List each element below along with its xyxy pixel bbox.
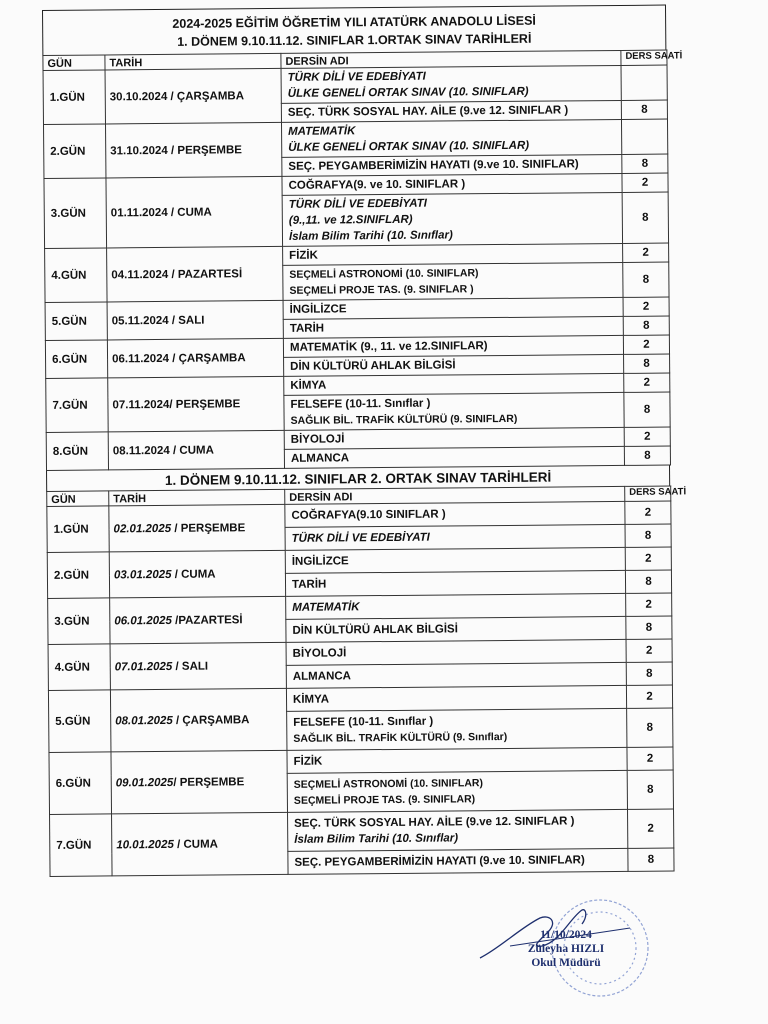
date-value: 02.01.2025 xyxy=(113,522,172,535)
subject-cell xyxy=(287,770,627,812)
subject-line: COĞRAFYA(9.10 SINIFLAR ) xyxy=(291,508,446,522)
subject-line: KİMYA xyxy=(292,693,330,706)
subject-line: ALMANCA xyxy=(292,670,352,683)
date-cell: 31.10.2024 / PERŞEMBE xyxy=(105,122,281,178)
day-cell: 6.GÜN xyxy=(49,752,112,815)
subject-line: SEÇMELİ ASTRONOMİ (10. SINIFLAR) xyxy=(293,777,484,791)
subject-cell xyxy=(285,501,625,527)
subject-line: İNGİLİZCE xyxy=(291,555,349,568)
subject-line: SEÇ. TÜRK SOSYAL HAY. AİLE (9.ve 12. SINIFLAR ) xyxy=(287,104,569,119)
hours-cell: 2 xyxy=(623,297,669,316)
hours-cell: 8 xyxy=(626,616,672,639)
day-cell: 1.GÜN xyxy=(47,506,109,553)
hours-cell: 8 xyxy=(623,316,669,335)
subject-line: SAĞLIK BİL. TRAFİK KÜLTÜRÜ (9. Sınıflar) xyxy=(293,730,508,745)
col-ders-header: DERSİN ADI xyxy=(281,50,621,68)
col-saat-header: DERS SAATİ xyxy=(621,50,667,65)
date-cell: 30.10.2024 / ÇARŞAMBA xyxy=(105,68,281,124)
weekday-value: / CUMA xyxy=(171,568,216,581)
day-cell: 4.GÜN xyxy=(45,248,107,303)
subject-cell xyxy=(285,570,625,596)
subject-line: DİN KÜLTÜRÜ AHLAK BİLGİSİ xyxy=(290,359,456,373)
hours-cell xyxy=(621,119,667,154)
hours-cell: 2 xyxy=(622,173,668,192)
col-gun-header: GÜN xyxy=(43,55,105,71)
subject-line: DİN KÜLTÜRÜ AHLAK BİLGİSİ xyxy=(292,623,458,637)
day-cell: 7.GÜN xyxy=(46,378,108,433)
subject-cell xyxy=(287,747,627,773)
date-cell xyxy=(109,504,285,552)
date-cell xyxy=(109,550,285,598)
exam2-title: 1. DÖNEM 9.10.11.12. SINIFLAR 2. ORTAK SINAV TARİHLERİ xyxy=(46,466,670,491)
subject-cell xyxy=(288,809,628,851)
subject-cell xyxy=(285,524,625,550)
col-tarih-header: TARİH xyxy=(109,489,285,506)
document-header xyxy=(42,5,666,55)
subject-line: İslam Bilim Tarihi (10. Sınıflar) xyxy=(288,229,453,243)
day-cell: 7.GÜN xyxy=(50,814,113,877)
subject-cell xyxy=(281,65,621,103)
subject-cell xyxy=(286,639,626,665)
exam1-table xyxy=(42,50,683,471)
subject-line: TÜRK DİLİ VE EDEBİYATI xyxy=(288,197,427,211)
subject-line: COĞRAFYA(9. ve 10. SINIFLAR ) xyxy=(288,178,466,192)
date-cell: 04.11.2024 / PAZARTESİ xyxy=(107,246,283,302)
subject-cell xyxy=(284,446,624,468)
subject-line: MATEMATİK (9., 11. ve 12.SINIFLAR) xyxy=(289,340,488,354)
hours-cell: 8 xyxy=(628,848,674,871)
weekday-value: / ÇARŞAMBA xyxy=(172,713,250,727)
date-value: 09.01.2025 xyxy=(115,776,174,789)
day-cell: 3.GÜN xyxy=(44,178,107,249)
date-cell xyxy=(111,750,288,814)
hours-cell: 8 xyxy=(624,354,670,373)
subject-line: FİZİK xyxy=(293,755,323,768)
subject-line: SEÇMELİ PROJE TAS. (9. SINIFLAR) xyxy=(293,793,476,807)
hours-cell: 2 xyxy=(625,547,671,570)
subject-line: FİZİK xyxy=(289,249,318,262)
subject-line: ALMANCA xyxy=(290,452,350,465)
subject-line: TÜRK DİLİ VE EDEBİYATI xyxy=(291,531,430,545)
date-cell xyxy=(112,812,289,876)
date-cell: 06.11.2024 / ÇARŞAMBA xyxy=(107,338,283,378)
subject-line: BİYOLOJİ xyxy=(292,647,347,660)
hours-cell: 2 xyxy=(627,747,673,770)
subject-line: BİYOLOJİ xyxy=(290,433,345,446)
subject-line: İNGİLİZCE xyxy=(289,303,347,316)
hours-cell: 8 xyxy=(622,192,668,243)
day-cell: 5.GÜN xyxy=(45,302,107,341)
date-value: 10.01.2025 xyxy=(116,838,174,851)
hours-cell: 2 xyxy=(626,685,672,708)
subject-line: TÜRK DİLİ VE EDEBİYATI xyxy=(287,70,426,84)
subject-cell xyxy=(286,662,626,688)
hours-cell: 2 xyxy=(627,809,673,848)
hours-cell: 8 xyxy=(621,100,667,119)
date-cell xyxy=(110,642,286,690)
exam-schedule-sheet xyxy=(42,5,687,877)
hours-cell: 8 xyxy=(622,154,668,173)
subject-line: ÜLKE GENELİ ORTAK SINAV (10. SINIFLAR) xyxy=(288,139,530,154)
hours-cell: 8 xyxy=(624,392,670,427)
subject-line: SEÇMELİ PROJE TAS. (9. SINIFLAR ) xyxy=(289,283,474,297)
subject-line: SEÇ. PEYGAMBERİMİZİN HAYATI (9.ve 10. SINIFLAR) xyxy=(294,854,585,869)
signature-title: Okul Müdürü xyxy=(531,957,601,969)
weekday-value: / SALI xyxy=(172,660,209,673)
day-cell: 2.GÜN xyxy=(47,552,109,599)
date-cell: 01.11.2024 / CUMA xyxy=(106,176,283,248)
date-cell: 07.11.2024/ PERŞEMBE xyxy=(108,376,284,432)
subject-line: FELSEFE (10-11. Sınıflar ) xyxy=(290,397,431,411)
subject-line: KİMYA xyxy=(290,379,327,392)
hours-cell: 8 xyxy=(626,662,672,685)
col-gun-header: GÜN xyxy=(47,491,109,507)
subject-line: SEÇMELİ ASTRONOMİ (10. SINIFLAR) xyxy=(289,267,479,281)
hours-cell: 2 xyxy=(624,427,670,446)
hours-cell: 8 xyxy=(627,708,673,747)
date-cell xyxy=(110,688,287,752)
hours-cell: 8 xyxy=(625,570,671,593)
subject-line: TARİH xyxy=(289,322,325,335)
subject-line: MATEMATİK xyxy=(288,125,356,138)
hours-cell: 8 xyxy=(623,262,669,297)
day-cell: 2.GÜN xyxy=(43,124,105,179)
hours-cell: 8 xyxy=(627,770,673,809)
subject-cell xyxy=(284,392,624,430)
day-cell: 1.GÜN xyxy=(43,70,105,125)
subject-line: (9.,11. ve 12.SINIFLAR) xyxy=(288,213,413,227)
subject-line: SEÇ. TÜRK SOSYAL HAY. AİLE (9.ve 12. SINIFLAR ) xyxy=(294,815,575,830)
day-cell: 5.GÜN xyxy=(48,690,111,753)
exam1-title: 1. DÖNEM 9.10.11.12. SINIFLAR 1.ORTAK SINAV TARİHLERİ xyxy=(177,31,532,49)
table-row xyxy=(43,119,667,159)
subject-line: MATEMATİK xyxy=(292,601,360,614)
subject-line: FELSEFE (10-11. Sınıflar ) xyxy=(293,715,434,729)
date-value: 03.01.2025 xyxy=(113,568,172,581)
table-row xyxy=(50,809,674,853)
school-title: 2024-2025 EĞİTİM ÖĞRETİM YILI ATATÜRK ANADOLU LİSESİ xyxy=(172,13,536,31)
day-cell: 4.GÜN xyxy=(48,644,110,691)
date-cell: 05.11.2024 / SALI xyxy=(107,300,283,340)
date-value: 06.01.2025 xyxy=(114,614,172,627)
weekday-value: /PAZARTESİ xyxy=(171,613,243,627)
subject-line: TARİH xyxy=(291,578,327,591)
subject-cell xyxy=(286,685,626,711)
hours-cell: 8 xyxy=(625,524,671,547)
subject-cell xyxy=(287,708,627,750)
exam2-table xyxy=(46,486,687,877)
hours-cell xyxy=(621,65,667,100)
hours-cell: 8 xyxy=(624,446,670,465)
col-saat-header: DERS SAATİ xyxy=(625,486,671,501)
date-cell xyxy=(110,596,286,644)
hours-cell: 2 xyxy=(623,335,669,354)
signature-date: 11/10/2024 xyxy=(540,929,592,941)
weekday-value: / CUMA xyxy=(173,837,218,851)
col-tarih-header: TARİH xyxy=(105,53,281,70)
date-value: 08.01.2025 xyxy=(115,714,173,727)
date-value: 07.01.2025 xyxy=(114,660,173,673)
day-cell: 8.GÜN xyxy=(46,432,108,471)
weekday-value: / PERŞEMBE xyxy=(171,521,246,535)
hours-cell: 2 xyxy=(623,243,669,262)
signature-block xyxy=(506,928,626,970)
hours-cell: 2 xyxy=(624,373,670,392)
table-row xyxy=(43,65,667,105)
hours-cell: 2 xyxy=(626,639,672,662)
subject-cell xyxy=(286,616,626,642)
subject-line: SAĞLIK BİL. TRAFİK KÜLTÜRÜ (9. SINIFLAR) xyxy=(290,412,518,427)
signature-name: Züleyha HIZLI xyxy=(527,943,605,955)
subject-line: İslam Bilim Tarihi (10. Sınıflar) xyxy=(294,832,459,846)
col-ders-header: DERSİN ADI xyxy=(285,486,625,504)
subject-cell xyxy=(285,547,625,573)
subject-cell xyxy=(281,119,621,157)
subject-cell xyxy=(283,262,623,300)
day-cell: 3.GÜN xyxy=(48,598,110,645)
date-cell: 08.11.2024 / CUMA xyxy=(108,430,284,470)
hours-cell: 2 xyxy=(625,501,671,524)
subject-cell xyxy=(282,192,622,246)
hours-cell: 2 xyxy=(626,593,672,616)
subject-line: ÜLKE GENELİ ORTAK SINAV (10. SINIFLAR) xyxy=(287,85,529,100)
weekday-value: / PERŞEMBE xyxy=(173,775,245,789)
subject-line: SEÇ. PEYGAMBERİMİZİN HAYATI (9.ve 10. SINIFLAR) xyxy=(288,158,579,173)
subject-cell xyxy=(288,848,628,874)
subject-cell xyxy=(286,593,626,619)
day-cell: 6.GÜN xyxy=(45,340,107,379)
